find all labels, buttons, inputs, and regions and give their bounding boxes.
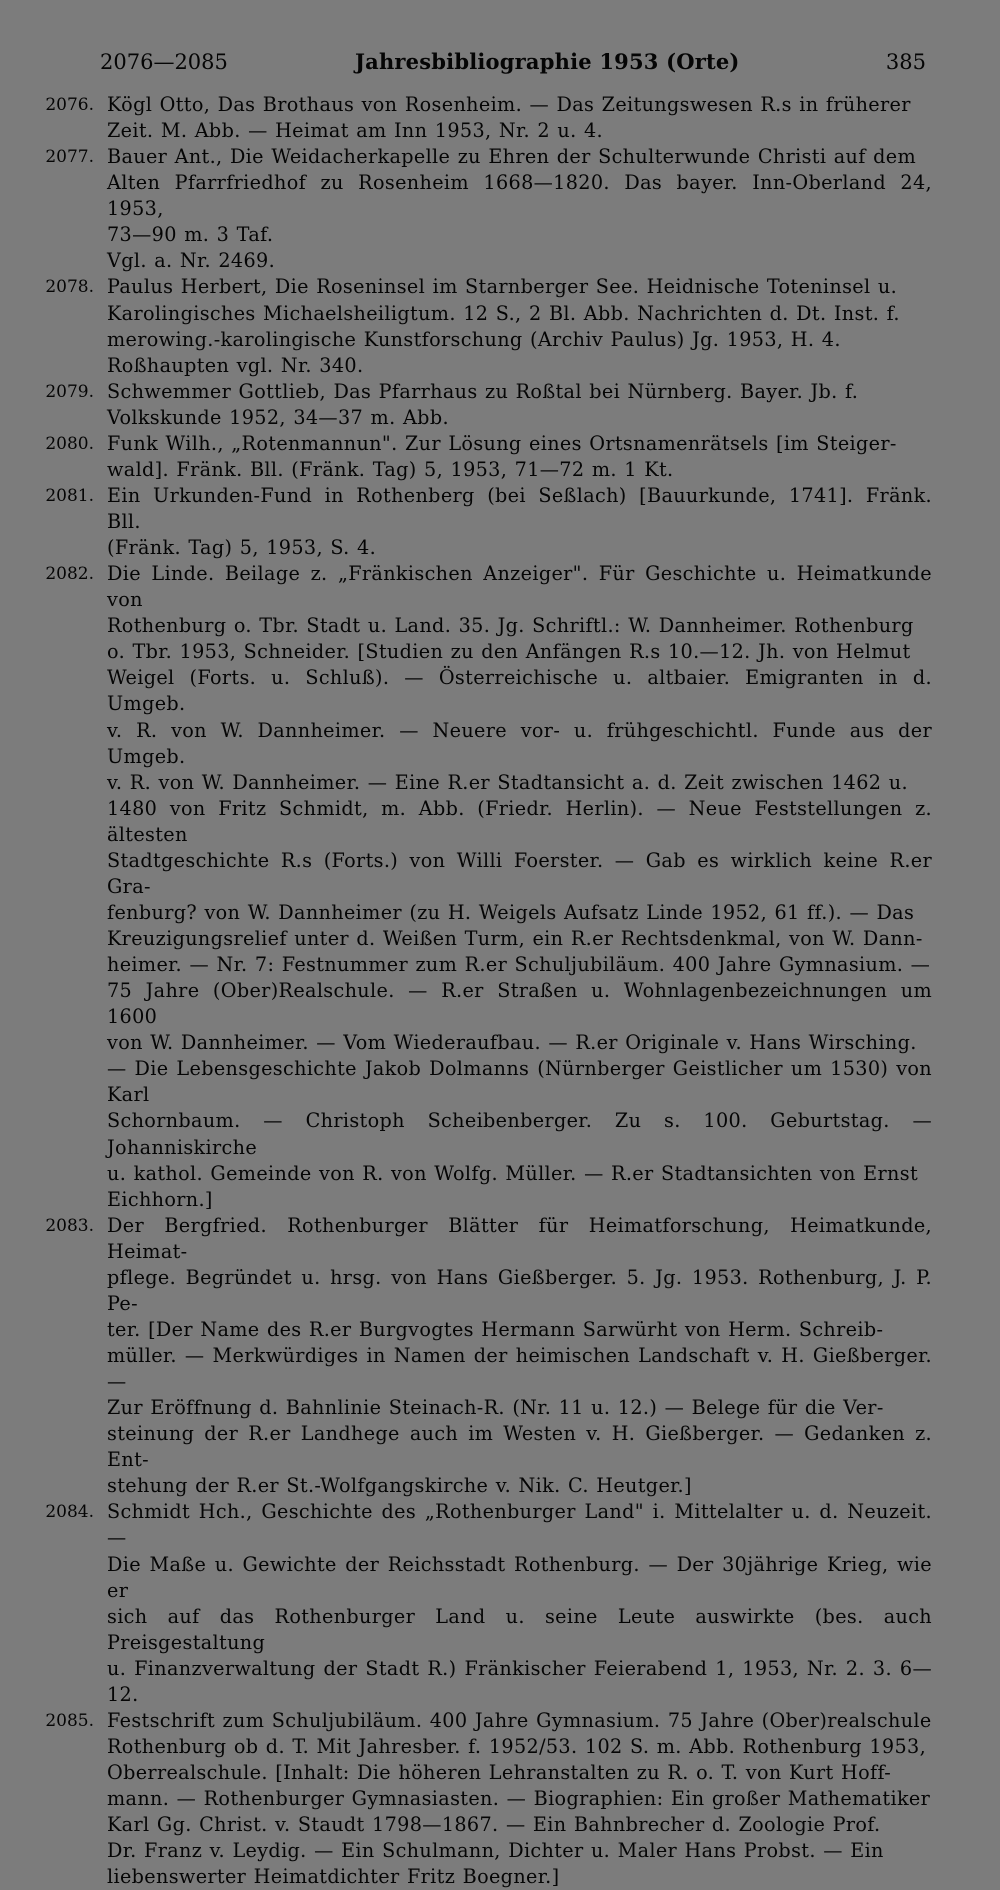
entry-2085 — [32, 1708, 932, 1890]
entry-number: 2084. — [45, 1502, 94, 1523]
entry-text: Schmidt Hch., Geschichte des „Rothenburger Land" i. Mittelalter u. d. Neuzeit. — Die Maße u. Gewichte der Reichsstadt Rothenburg. — Der 30jährige Krieg, wie er sich auf das Rothenburger Land u. seine Leute auswirkte (bes. auch Preisgestaltung u. Finanzverwaltung der Stadt R.) Fränkischer Feierabend 1, 1953, Nr. 2. 3. 6—12. — [107, 1500, 932, 1706]
bibliography-entries — [32, 92, 932, 1890]
entry-number: 2083. — [45, 1215, 94, 1236]
entry-number: 2079. — [45, 381, 94, 402]
entry-text: Die Linde. Beilage z. „Fränkischen Anzeiger". Für Geschichte u. Heimatkunde von Rothenburg o. Tbr. Stadt u. Land. 35. Jg. Schriftl.: W. Dannheimer. Rothenburg o. Tbr. 1953, Schneider. [Studien zu den Anfängen R.s 10.—12. Jh. von Helmut Weigel (Forts. u. Schluß). — Österreichische u. altbaier. Emigranten in d. Umgeb. v. R. von W. Dannheimer. — Neuere vor- u. frühgeschichtl. Funde aus der Umgeb. v. R. von W. Dannheimer. — Eine R.er Stadtansicht a. d. Zeit zwischen 1462 u. 1480 von Fritz Schmidt, m. Abb. (Friedr. Herlin). — Neue Feststellungen z. ältesten Stadtgeschichte R.s (Forts.) von Willi Foerster. — Gab es wirklich keine R.er Gra- fenburg? von W. Dannheimer (zu H. Weigels Aufsatz Linde 1952, 61 ff.). — Das Kreuzigungsrelief unter d. Weißen Turm, ein R.er Rechtsdenkmal, von W. Dann- heimer. — Nr. 7: Festnummer zum R.er Schuljubiläum. 400 Jahre Gymnasium. — 75 Jahre (Ober)Realschule. — R.er Straßen u. Wohnlagenbezeichnungen um 1600 von W. Dannheimer. — Vom Wiederaufbau. — R.er Originale v. Hans Wirsching. — Die Lebensgeschichte Jakob Dolmanns (Nürnberger Geistlicher um 1530) von Karl Schornbaum. — Christoph Scheibenberger. Zu s. 100. Geburtstag. — Johanniskirche u. kathol. Gemeinde von R. von Wolfg. Müller. — R.er Stadtansichten von Ernst Eichhorn.] — [107, 562, 932, 1211]
entry-2080 — [32, 431, 932, 483]
entry-2076 — [32, 92, 932, 144]
entry-text: Schwemmer Gottlieb, Das Pfarrhaus zu Roßtal bei Nürnberg. Bayer. Jb. f. Volkskunde 1952, 34—37 m. Abb. — [107, 379, 859, 429]
entry-text: Der Bergfried. Rothenburger Blätter für Heimatforschung, Heimatkunde, Heimat- pflege. Begründet u. hrsg. von Hans Gießberger. 5. Jg. 1953. Rothenburg, J. P. Pe- ter. [Der Name des R.er Burgvogtes Hermann Sarwürht von Herm. Schreib- müller. — Merkwürdiges in Namen der heimischen Landschaft v. H. Gießberger. — Zur Eröffnung d. Bahnlinie Steinach-R. (Nr. 11 u. 12.) — Belege für die Ver- steinung der R.er Landhege auch im Westen v. H. Gießberger. — Gedanken z. Ent- stehung der R.er St.-Wolfgangskirche v. Nik. C. Heutger.] — [107, 1213, 932, 1498]
header-entry-range: 2076—2085 — [100, 50, 228, 74]
entry-2082 — [32, 561, 932, 1213]
entry-text: Paulus Herbert, Die Roseninsel im Starnberger See. Heidnische Toteninsel u. Karolingisches Michaelsheiligtum. 12 S., 2 Bl. Abb. Nachrichten d. Dt. Inst. f. merowing.-karolingische Kunstforschung (Archiv Paulus) Jg. 1953, H. 4. Roßhaupten vgl. Nr. 340. — [107, 275, 900, 377]
entry-number: 2082. — [45, 564, 94, 585]
entry-number: 2076. — [45, 95, 94, 115]
entry-text: Festschrift zum Schuljubiläum. 400 Jahre Gymnasium. 75 Jahre (Ober)realschule Rothenburg ob d. T. Mit Jahresber. f. 1952/53. 102 S. m. Abb. Rothenburg 1953, Oberrealschule. [Inhalt: Die höheren Lehranstalten zu R. o. T. von Kurt Hoff- mann. — Rothenburger Gymnasiasten. — Biographien: Ein großer Mathematiker Karl Gg. Christ. v. Staudt 1798—1867. — Ein Bahnbrecher d. Zoologie Prof. Dr. Franz v. Leydig. — Ein Schulmann, Dichter u. Maler Hans Probst. — Ein liebenswerter Heimatdichter Fritz Boegner.] — [107, 1708, 932, 1889]
entry-number: 2085. — [45, 1710, 94, 1731]
header-page-number: 385 — [885, 50, 926, 74]
entry-text: Funk Wilh., „Rotenmannun". Zur Lösung eines Ortsnamenrätsels [im Steiger- wald]. Fränk. Bll. (Fränk. Tag) 5, 1953, 71—72 m. 1 Kt. — [107, 431, 897, 481]
entry-2081 — [32, 483, 932, 561]
entry-number: 2081. — [45, 485, 94, 506]
entry-2084 — [32, 1499, 932, 1708]
entry-2079 — [32, 379, 932, 431]
running-header — [100, 46, 926, 78]
entry-number: 2080. — [45, 433, 94, 454]
entry-2078 — [32, 274, 932, 378]
entry-text: Bauer Ant., Die Weidacherkapelle zu Ehren der Schulterwunde Christi auf dem Alten Pfarrfriedhof zu Rosenheim 1668—1820. Das bayer. Inn-Oberland 24, 1953, 73—90 m. 3 Taf. — [107, 145, 932, 247]
entry-text: Kögl Otto, Das Brothaus von Rosenheim. — Das Zeitungswesen R.s in früherer Zeit. M. Abb. — Heimat am Inn 1953, Nr. 2 u. 4. — [107, 93, 911, 143]
entry-number: 2077. — [45, 147, 94, 168]
entry-number: 2078. — [45, 277, 94, 298]
entry-2083 — [32, 1213, 932, 1500]
entry-text: Vgl. a. Nr. 2469. — [107, 249, 276, 273]
entry-2077 — [32, 144, 932, 248]
header-title: Jahresbibliographie 1953 (Orte) — [355, 49, 740, 74]
entry-text: Ein Urkunden-Fund in Rothenberg (bei Seßlach) [Bauurkunde, 1741]. Fränk. Bll. (Fränk. Tag) 5, 1953, S. 4. — [107, 483, 932, 560]
entry-cross-reference — [32, 248, 932, 274]
